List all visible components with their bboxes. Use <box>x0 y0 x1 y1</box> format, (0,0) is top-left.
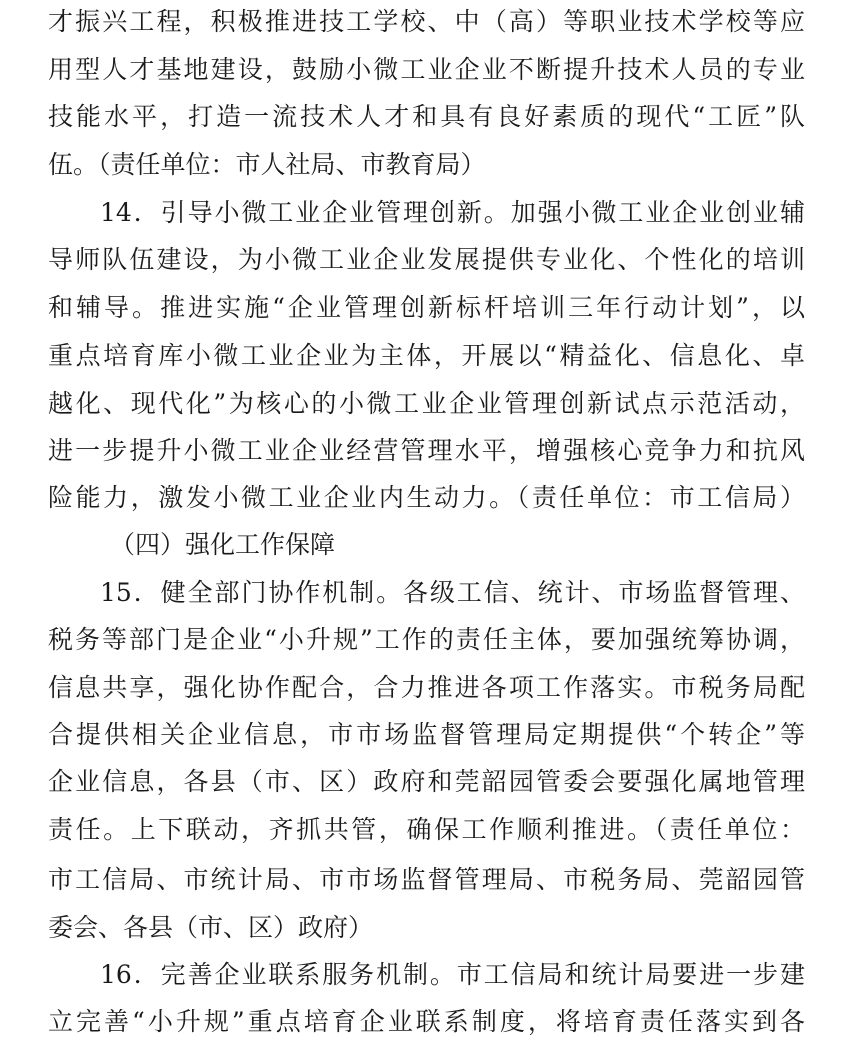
text-line: 才振兴工程，积极推进技工学校、中（高）等职业技术学校等应 <box>48 7 805 36</box>
text-line: 重点培育库小微工业企业为主体，开展以“精益化、信息化、卓 <box>48 341 805 370</box>
text-line: 市工信局、市统计局、市市场监督管理局、市税务局、莞韶园管 <box>48 865 805 894</box>
text-line: 伍。（责任单位：市人社局、市教育局） <box>48 150 486 179</box>
text-line: 立完善“小升规”重点培育企业联系制度，将培育责任落实到各 <box>48 1007 805 1036</box>
text-line: 进一步提升小微工业企业经营管理水平，增强核心竞争力和抗风 <box>48 436 805 465</box>
text-line: 技能水平，打造一流技术人才和具有良好素质的现代“工匠”队 <box>48 102 805 131</box>
text-line: 企业信息，各县（市、区）政府和莞韶园管委会要强化属地管理 <box>48 767 805 796</box>
text-line: 越化、现代化”为核心的小微工业企业管理创新试点示范活动， <box>48 389 805 418</box>
text-line: 委会、各县（市、区）政府） <box>48 913 374 942</box>
text-line: 信息共享，强化协作配合，合力推进各项工作落实。市税务局配 <box>48 673 805 702</box>
text-line: 导师队伍建设，为小微工业企业发展提供专业化、个性化的培训 <box>48 245 805 274</box>
paragraph-14-start: 14．引导小微工业企业管理创新。加强小微工业企业创业辅 <box>100 198 805 227</box>
text-line: 用型人才基地建设，鼓励小微工业企业不断提升技术人员的专业 <box>48 55 805 84</box>
text-line: 险能力，激发小微工业企业内生动力。（责任单位：市工信局） <box>48 483 805 512</box>
text-line: 税务等部门是企业“小升规”工作的责任主体，要加强统筹协调， <box>48 625 805 654</box>
paragraph-15-start: 15．健全部门协作机制。各级工信、统计、市场监督管理、 <box>100 578 805 607</box>
section-heading: （四）强化工作保障 <box>110 530 336 559</box>
text-line: 责任。上下联动，齐抓共管，确保工作顺利推进。（责任单位： <box>48 815 805 844</box>
text-line: 合提供相关企业信息，市市场监督管理局定期提供“个转企”等 <box>48 720 805 749</box>
paragraph-16-start: 16．完善企业联系服务机制。市工信局和统计局要进一步建 <box>100 960 805 989</box>
text-line: 和辅导。推进实施“企业管理创新标杆培训三年行动计划”，以 <box>48 293 805 322</box>
